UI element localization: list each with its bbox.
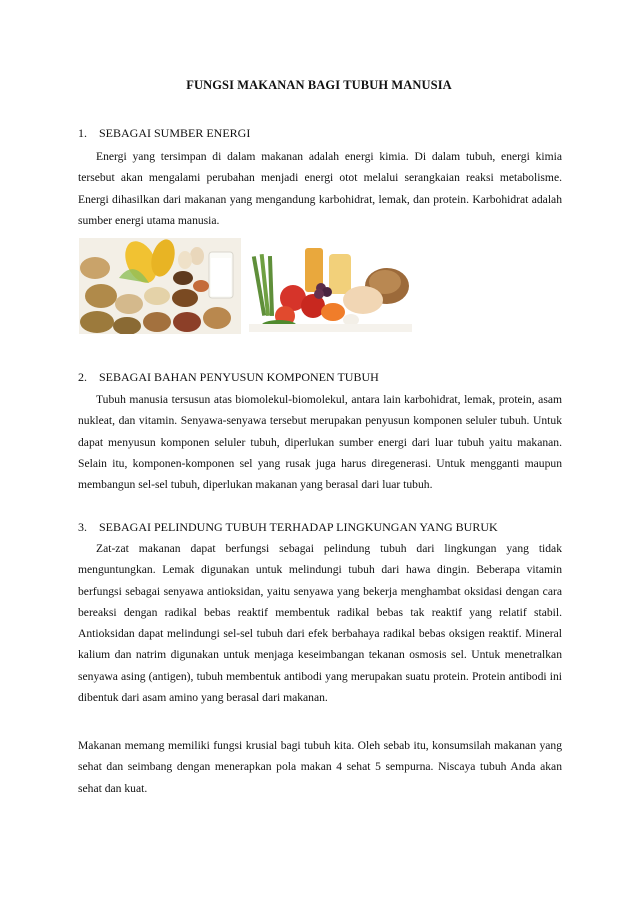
section-2-title: SEBAGAI BAHAN PENYUSUN KOMPONEN TUBUH [99,370,379,384]
section-2-heading [78,370,379,385]
section-2-number: 2. [78,370,87,384]
section-3-title: SEBAGAI PELINDUNG TUBUH TERHADAP LINGKUNGAN YANG BURUK [99,520,498,534]
section-1-body [78,146,562,231]
section-1-text: Energi yang tersimpan di dalam makanan adalah energi kimia. Di dalam tubuh, energi kimia tersebut akan mengalami perubahan menjadi energi otot melalui serangkaian reaksi metabolisme. Energi dihasilkan dari makanan yang mengandung karbohidrat, lemak, dan protein. Karbohidrat adalah sumber energi utama manusia. [78,150,562,227]
section-1-heading [78,126,250,141]
grains-legumes-image [79,238,241,334]
section-1-title: SEBAGAI SUMBER ENERGI [99,126,251,140]
section-2-body [78,389,562,495]
section-3-text: Zat-zat makanan dapat berfungsi sebagai pelindung tubuh dari lingkungan yang tidak menguntungkan. Lemak digunakan untuk melindungi tubuh dari hawa dingin. Beberapa vitamin berfungsi sebagai senyawa antioksidan, yaitu senyawa yang bekerja menghambat oksidasi dengan cara bereaksi dengan radikal bebas reaktif membentuk radikal bebas tak reaktif yang relatif stabil. Antioksidan dapat melindungi sel-sel tubuh dari efek berbahaya radikal bebas oksigen reaktif. Mineral kalium dan natrim digunakan untuk menjaga keseimbangan tekanan osmosis sel. Untuk menetralkan senyawa asing (antigen), tubuh membentuk antibodi yang merupakan suatu protein. Protein antibodi ini dibentuk dari asam amino yang berasal dari makanan. [78,542,562,705]
section-2-text: Tubuh manusia tersusun atas biomolekul-biomolekul, antara lain karbohidrat, lemak, protein, asam nukleat, dan vitamin. Senyawa-senyawa tersebut merupakan penyusun komponen seluler tubuh. Untuk dapat menyusun komponen seluler tubuh, diperlukan sumber energi dari luar tubuh yaitu makanan. Selain itu, komponen-komponen sel yang rusak juga harus diregenerasi. Untuk mengganti maupun membangun sel-sel tubuh, diperlukan makanan yang berasal dari luar tubuh. [78,393,562,492]
section-1-number: 1. [78,126,87,140]
section-3-number: 3. [78,520,87,534]
document-title: FUNGSI MAKANAN BAGI TUBUH MANUSIA [186,78,452,92]
section-3-heading [78,520,498,535]
closing-paragraph: Makanan memang memiliki fungsi krusial bagi tubuh kita. Oleh sebab itu, konsumsilah makanan yang sehat dan seimbang dengan menerapkan pola makan 4 sehat 5 sempurna. Niscaya tubuh Anda akan sehat dan kuat. [78,739,562,795]
fresh-food-image [249,236,412,332]
section-3-body [78,538,562,708]
